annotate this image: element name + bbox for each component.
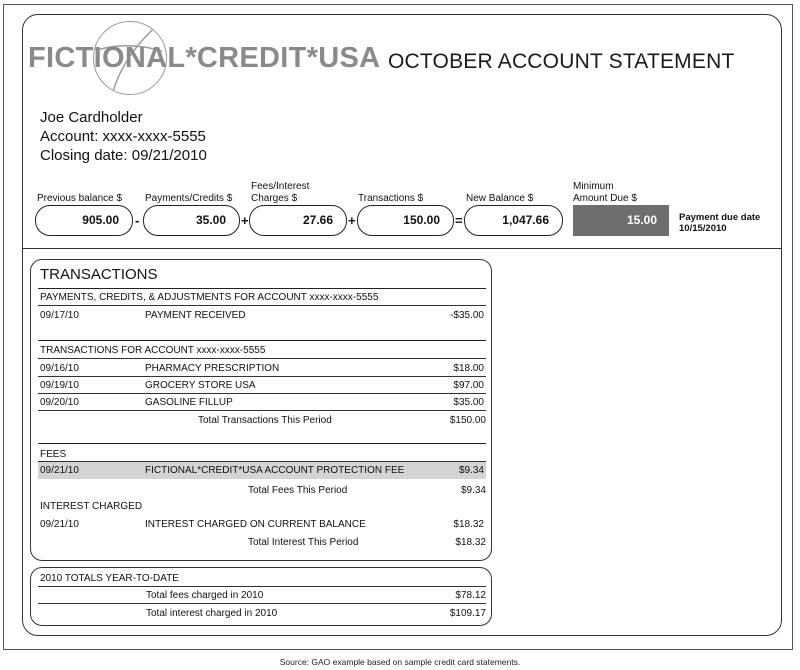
payments-credits-label: Payments/Credits $ [145, 193, 233, 204]
row-date: 09/20/10 [40, 397, 79, 408]
customer-info [40, 108, 207, 165]
ytd-interest-value: $109.17 [449, 608, 486, 619]
table-row [38, 394, 486, 411]
minimum-due-label-line1: Minimum [573, 181, 614, 192]
divider [38, 603, 486, 604]
row-date: 09/17/10 [40, 310, 79, 321]
new-balance-label: New Balance $ [466, 193, 534, 204]
total-interest-value: $18.32 [455, 537, 486, 548]
table-row [38, 307, 486, 324]
plus-operator-2: + [348, 213, 356, 228]
divider [38, 358, 486, 359]
table-row [38, 516, 486, 533]
previous-balance-label: Previous balance $ [37, 193, 123, 204]
table-row [38, 377, 486, 394]
row-description: PHARMACY PRESCRIPTION [145, 363, 280, 374]
row-description: GASOLINE FILLUP [145, 397, 233, 408]
fees-section-header: FEES [40, 449, 67, 460]
interest-section-header: INTEREST CHARGED [40, 501, 143, 512]
row-amount: $9.34 [458, 465, 484, 476]
row-date: 09/16/10 [40, 363, 79, 374]
fees-interest-value: 27.66 [249, 205, 347, 236]
divider [38, 288, 486, 289]
closing-date: Closing date: 09/21/2010 [40, 147, 207, 164]
divider [38, 340, 486, 341]
header-divider [23, 248, 781, 249]
transactions-value: 150.00 [357, 205, 454, 236]
statement-title: OCTOBER ACCOUNT STATEMENT [388, 50, 735, 73]
new-balance-value: 1,047.66 [464, 205, 563, 236]
divider [38, 305, 486, 306]
row-description: PAYMENT RECEIVED [145, 310, 246, 321]
source-note: Source: GAO example based on sample credit card statements. [279, 657, 521, 667]
row-amount: -$35.00 [450, 310, 484, 321]
row-amount: $35.00 [453, 397, 484, 408]
ytd-interest-label: Total interest charged in 2010 [146, 608, 278, 619]
payments-section-header: PAYMENTS, CREDITS, & ADJUSTMENTS FOR ACCOUNT xxxx-xxxx-5555 [40, 292, 379, 303]
payments-credits-value: 35.00 [143, 205, 240, 236]
divider [38, 443, 486, 444]
ytd-fees-label: Total fees charged in 2010 [146, 590, 264, 601]
minimum-due-label [573, 181, 637, 205]
minimum-due-value: 15.00 [573, 205, 669, 236]
divider [38, 586, 486, 587]
plus-operator: + [241, 213, 249, 228]
ytd-fees-value: $78.12 [455, 590, 486, 601]
transactions-section-header: TRANSACTIONS FOR ACCOUNT xxxx-xxxx-5555 [40, 345, 266, 356]
payment-due-date: 10/15/2010 [679, 223, 727, 234]
ytd-title: 2010 TOTALS YEAR-TO-DATE [40, 573, 179, 584]
fees-interest-label [251, 181, 309, 205]
row-description: INTEREST CHARGED ON CURRENT BALANCE [145, 519, 366, 530]
transactions-label: Transactions $ [358, 193, 424, 204]
customer-name: Joe Cardholder [40, 109, 143, 126]
row-description: GROCERY STORE USA [145, 380, 256, 391]
total-transactions-value: $150.00 [449, 415, 486, 426]
previous-balance-value: 905.00 [35, 205, 133, 236]
transactions-title: TRANSACTIONS [40, 266, 158, 283]
total-fees-value: $9.34 [460, 485, 486, 496]
table-row [38, 360, 486, 377]
table-row-highlighted [38, 462, 486, 479]
divider [38, 410, 486, 411]
row-amount: $97.00 [453, 380, 484, 391]
equals-operator: = [455, 213, 463, 228]
minus-operator: - [135, 213, 140, 228]
payment-due [679, 212, 760, 234]
row-amount: $18.32 [453, 519, 484, 530]
row-description: FICTIONAL*CREDIT*USA ACCOUNT PROTECTION FEE [145, 465, 405, 476]
row-date: 09/19/10 [40, 380, 79, 391]
total-transactions-label: Total Transactions This Period [198, 415, 332, 426]
fees-interest-label-line2: Charges $ [251, 193, 298, 204]
total-fees-label: Total Fees This Period [248, 485, 348, 496]
minimum-due-label-line2: Amount Due $ [573, 193, 637, 204]
payment-due-label: Payment due date [679, 212, 761, 223]
account-number: Account: xxxx-xxxx-5555 [40, 128, 206, 145]
total-interest-label: Total Interest This Period [248, 537, 359, 548]
fees-interest-label-line1: Fees/Interest [251, 181, 310, 192]
row-date: 09/21/10 [40, 519, 79, 530]
brand-logo: FICTIONAL*CREDIT*USA [28, 42, 381, 74]
row-amount: $18.00 [453, 363, 484, 374]
row-date: 09/21/10 [40, 465, 79, 476]
